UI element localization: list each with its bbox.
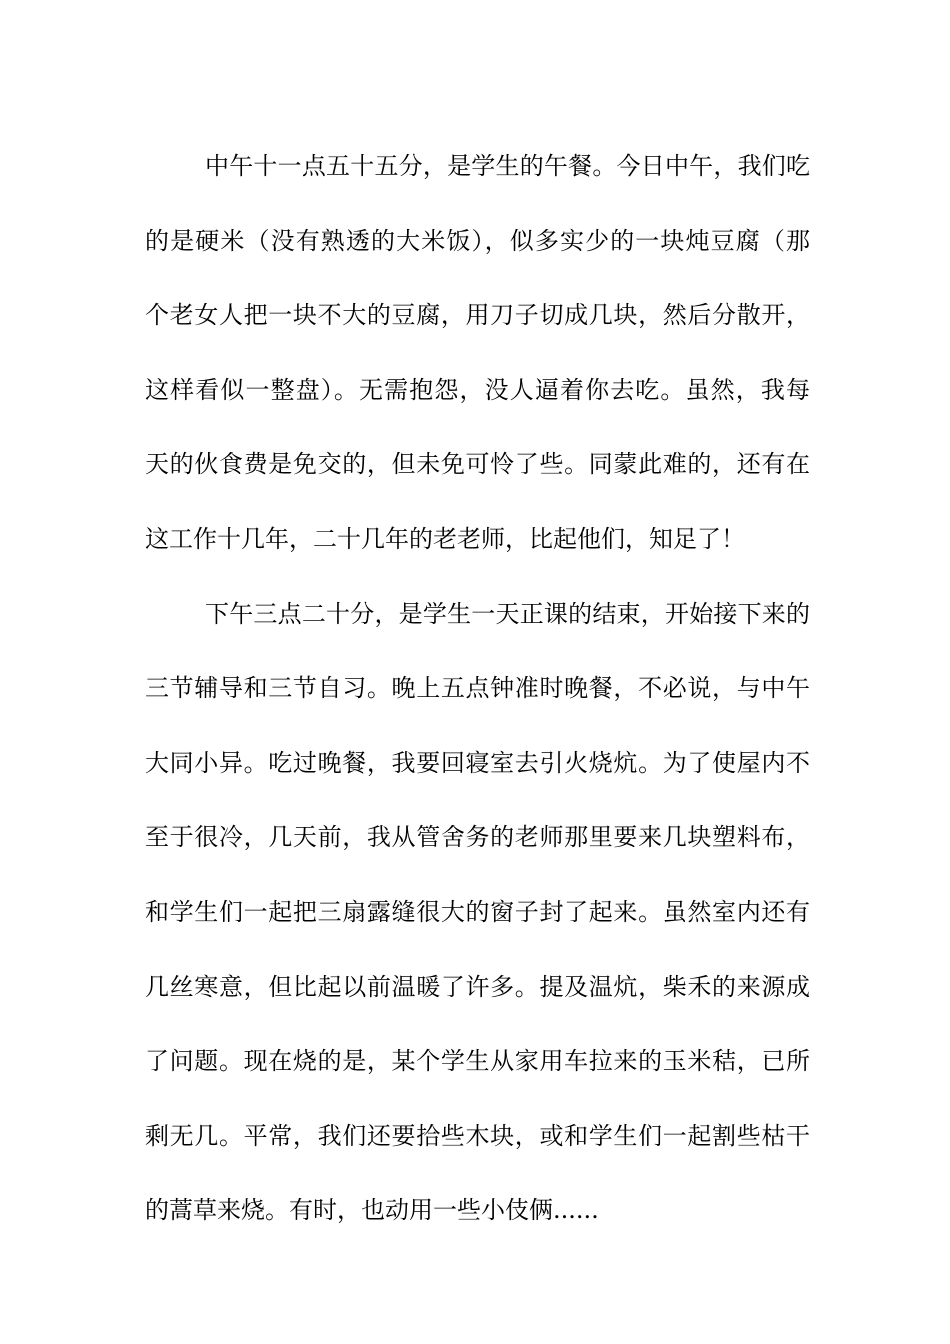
paragraph-line: 下午三点二十分，是学生一天正课的结束，开始接下来的 (205, 599, 810, 628)
paragraph-line: 和学生们一起把三扇露缝很大的窗子封了起来。虽然室内还有 (145, 897, 810, 926)
paragraph-line: 至于很冷，几天前，我从管舍务的老师那里要来几块塑料布， (145, 823, 810, 852)
paragraph-line: 了问题。现在烧的是，某个学生从家用车拉来的玉米秸，已所 (145, 1047, 810, 1076)
paragraph-line: 这样看似一整盘）。无需抱怨，没人逼着你去吃。虽然，我每 (145, 375, 810, 404)
paragraph-line: 的是硬米（没有熟透的大米饭），似多实少的一块炖豆腐（那 (145, 226, 810, 255)
paragraph-1 (145, 129, 810, 577)
paragraph-line: 剩无几。平常，我们还要拾些木块，或和学生们一起割些枯干 (145, 1121, 810, 1150)
paragraph-2 (145, 577, 810, 1248)
document-body (145, 129, 810, 1248)
paragraph-line: 几丝寒意，但比起以前温暖了许多。提及温炕，柴禾的来源成 (145, 972, 810, 1001)
paragraph-line: 个老女人把一块不大的豆腐，用刀子切成几块，然后分散开， (145, 301, 810, 330)
paragraph-line: 三节辅导和三节自习。晚上五点钟准时晚餐，不必说，与中午 (145, 674, 810, 703)
paragraph-line: 天的伙食费是免交的，但未免可怜了些。同蒙此难的，还有在 (145, 450, 810, 479)
paragraph-line: 中午十一点五十五分，是学生的午餐。今日中午，我们吃 (205, 152, 810, 180)
paragraph-line: 的蒿草来烧。有时，也动用一些小伎俩...... (145, 1196, 599, 1225)
paragraph-line: 大同小异。吃过晚餐，我要回寝室去引火烧炕。为了使屋内不 (145, 748, 810, 777)
paragraph-line: 这工作十几年，二十几年的老老师，比起他们，知足了！ (145, 524, 745, 553)
